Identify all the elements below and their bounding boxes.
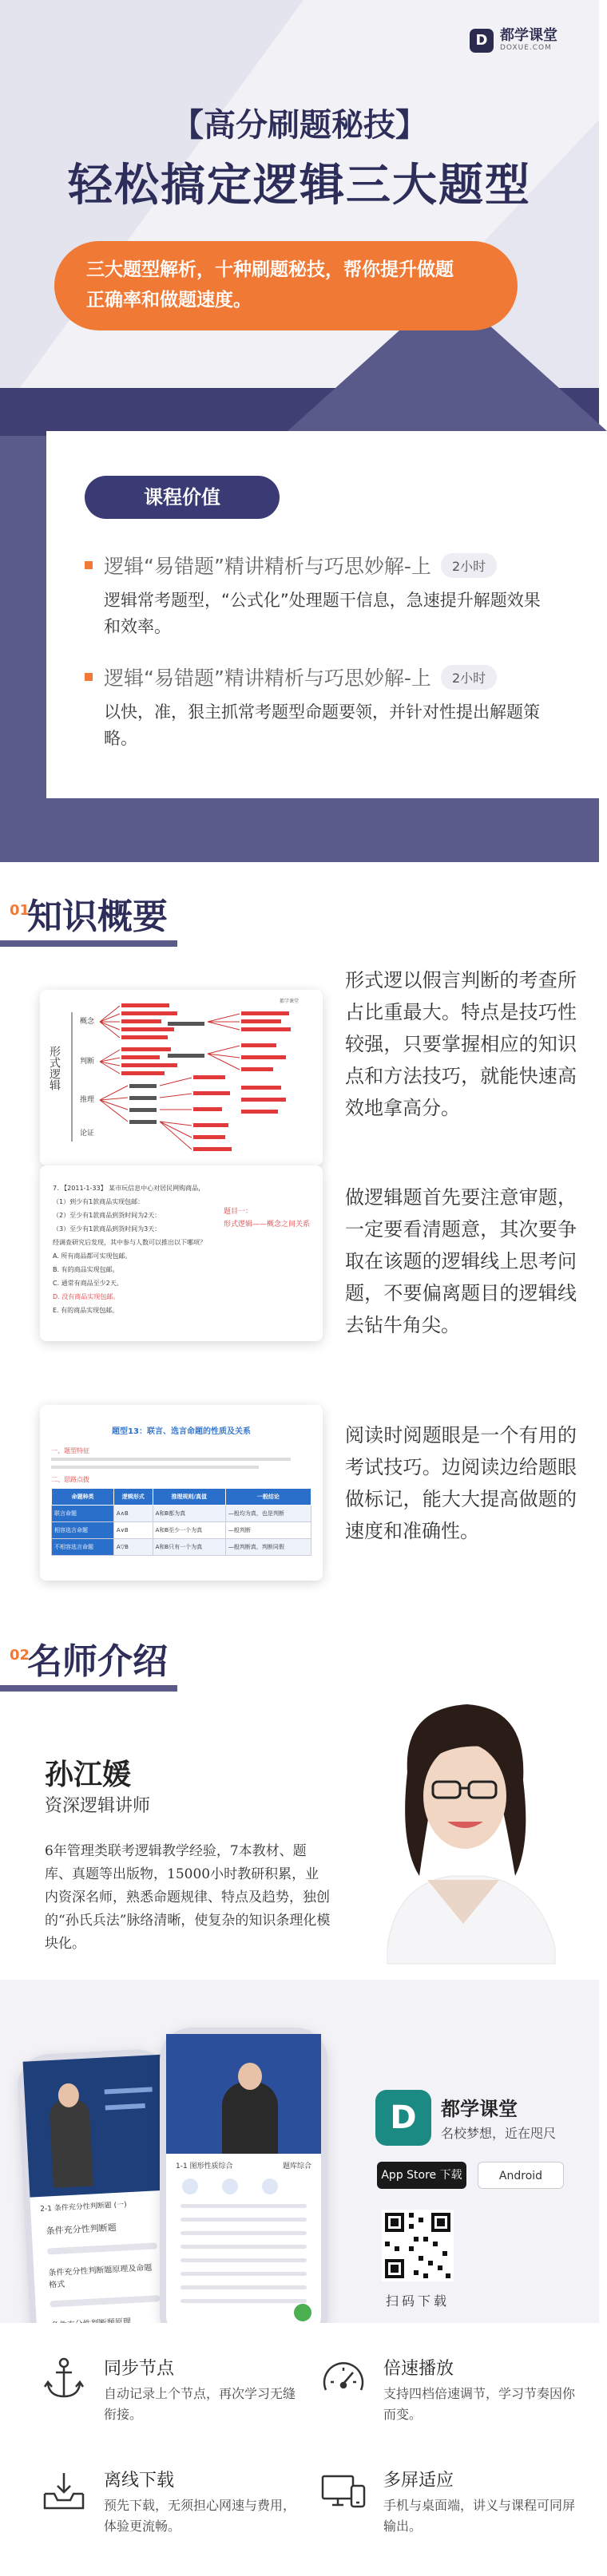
course-item[interactable] xyxy=(85,663,564,752)
type-table-image xyxy=(40,1405,323,1581)
knowledge-text: 做逻辑题首先要注意审题，一定要看清题意，其次要争取在该题的逻辑线上思考问题，不要偏离题目的逻辑线去钻牛角尖。 xyxy=(345,1186,577,1336)
app-name: 都学课堂 xyxy=(441,2098,518,2120)
table-cell: A和B至少一个为真 xyxy=(153,1522,225,1539)
table-cell: 不相容选言命题 xyxy=(52,1539,114,1556)
mind-map-image xyxy=(40,990,323,1165)
question-line: C. 通常有商品至少2天。 xyxy=(53,1280,123,1287)
bullet-icon xyxy=(85,673,93,681)
table-cell: A和B只有一个为真 xyxy=(153,1539,225,1556)
phone-mockup-right xyxy=(160,2028,327,2347)
speedometer-icon xyxy=(319,2355,367,2403)
course-value-label: 课程价值 xyxy=(85,476,280,519)
brand-domain: DOXUE.COM xyxy=(500,44,552,52)
qr-code[interactable] xyxy=(382,2210,454,2281)
hero-kicker: 【高分刷题秘技】 xyxy=(172,107,427,144)
teacher-role: 资深逻辑讲师 xyxy=(45,1796,151,1816)
knowledge-text: 阅读时阅题眼是一个有用的考试技巧。边阅读边给题眼做标记，能大大提高做题的速度和准确性。 xyxy=(345,1424,577,1542)
section-title: 名师介绍 xyxy=(27,1641,168,1682)
chat-bubble-icon[interactable] xyxy=(294,2304,311,2321)
tab-icon[interactable] xyxy=(262,2178,278,2194)
mind-map-branch: 推理 xyxy=(80,1096,95,1104)
feature-desc: 自动记录上个节点，再次学习无缝衔接。 xyxy=(104,2386,296,2422)
tab-icon[interactable] xyxy=(222,2178,238,2194)
phone-mockup-left xyxy=(16,2048,184,2358)
course-desc: 逻辑常考题型，“公式化”处理题干信息，急速提升解题效果和效率。 xyxy=(104,591,541,636)
question-line: E. 有的商品实现包邮。 xyxy=(53,1307,119,1314)
table-image-title: 题型13：联言、选言命题的性质及关系 xyxy=(112,1427,251,1436)
table-cell: A和B都为真 xyxy=(153,1506,225,1522)
course-value-card xyxy=(46,431,599,798)
table-row xyxy=(52,1522,311,1539)
course-title: 逻辑“易错题”精讲精析与巧思妙解-上 xyxy=(104,667,431,690)
question-line: 经调查研究后发现，其中参与人数可以推出以下哪项？ xyxy=(53,1239,206,1246)
teacher-name: 孙江媛 xyxy=(45,1758,132,1791)
section-underline xyxy=(0,1685,177,1692)
course-hours-badge: 2小时 xyxy=(441,553,497,578)
question-line: 7. 【2011-1-33】 某市玩信息中心对居民网购商品， xyxy=(53,1185,205,1192)
table-header-cell: 命题种类 xyxy=(52,1489,114,1506)
knowledge-text: 形式逻以假言判断的考查所占比重最大。特点是技巧性较强，只要掌握相应的知识点和方法技巧，就能快速高效地拿高分。 xyxy=(345,969,577,1119)
brand-name: 都学课堂 xyxy=(500,27,557,44)
chapter-item[interactable]: 条件充分性判断题 xyxy=(46,2222,117,2237)
section-number: 01 xyxy=(10,902,30,919)
table-row xyxy=(52,1539,311,1556)
video-caption: 1-1 图形性质综合 xyxy=(176,2162,233,2170)
question-line: B. 有的商品实现包邮。 xyxy=(53,1266,119,1273)
question-notes xyxy=(224,1205,310,1231)
table-cell: 联言命题 xyxy=(52,1506,114,1522)
question-example-image xyxy=(40,1165,323,1341)
type-table xyxy=(51,1488,311,1556)
table-cell: —般判断 xyxy=(225,1522,311,1539)
question-note: 形式逻辑——概念之间关系 xyxy=(224,1221,311,1229)
chapter-item[interactable]: 条件充分性判断题原理及命题格式 xyxy=(48,2263,153,2290)
features-section xyxy=(0,2323,599,2576)
hero-section xyxy=(0,0,599,862)
multi-screen-icon xyxy=(319,2467,367,2515)
table-image-sub: 一、题型特征 xyxy=(51,1447,89,1454)
question-line: （1）到少有1款商品实现包邮： xyxy=(53,1198,145,1205)
table-header-cell: 逻辑形式 xyxy=(113,1489,153,1506)
video-player[interactable] xyxy=(166,2034,321,2154)
table-header-cell: 一般结论 xyxy=(225,1489,311,1506)
table-row xyxy=(52,1506,311,1522)
img-watermark: 都学课堂 xyxy=(280,999,300,1004)
hero-summary-line: 三大题型解析，十种刷题秘技，帮你提升做题 xyxy=(86,259,454,280)
mind-map-branch: 论证 xyxy=(80,1130,95,1138)
table-cell: A∧B xyxy=(113,1506,153,1522)
table-cell: 相容选言命题 xyxy=(52,1522,114,1539)
feature-desc: 手机与桌面端，讲义与课程可同屏输出。 xyxy=(383,2498,576,2534)
tab-icon[interactable] xyxy=(182,2178,198,2194)
mind-map-center: 形式逻辑 xyxy=(48,1046,61,1090)
teacher-photo xyxy=(331,1684,599,1964)
brand-logo[interactable] xyxy=(470,29,557,53)
video-player[interactable] xyxy=(23,2055,169,2198)
section-underline xyxy=(0,940,177,947)
feature-title: 同步节点 xyxy=(104,2359,175,2379)
question-lines xyxy=(53,1181,220,1317)
table-cell: A∨B xyxy=(113,1522,153,1539)
feature-title: 多屏适应 xyxy=(383,2471,454,2491)
app-store-button[interactable]: App Store 下载 xyxy=(377,2162,466,2189)
table-header-cell: 推理规则/真值 xyxy=(153,1489,225,1506)
table-cell: —般均为真，也是判断 xyxy=(225,1506,311,1522)
table-cell: —般判断真，判断同假 xyxy=(225,1539,311,1556)
feature-title: 离线下载 xyxy=(104,2471,175,2491)
mind-map-graphic xyxy=(40,990,323,1165)
teacher-bio: 6年管理类联考逻辑教学经验，7本教材、题库、真题等出版物，15000小时教研积累，业内资深名师，熟悉命题规律、特点及趋势，独创的“孙氏兵法”脉络清晰，使复杂的知识条理化模块化。 xyxy=(45,1843,331,1952)
video-caption-right: 题库综合 xyxy=(282,2162,311,2170)
section-number: 02 xyxy=(10,1647,30,1664)
table-image-sub: 二、思路点拨 xyxy=(51,1476,89,1483)
question-line: （2）至少有1款商品到货时间为2天： xyxy=(53,1212,161,1219)
mind-map-branch: 判断 xyxy=(80,1058,95,1066)
android-button[interactable]: Android xyxy=(478,2162,564,2189)
section-title: 知识概要 xyxy=(27,896,168,937)
hero-title: 轻松搞定逻辑三大题型 xyxy=(68,160,531,212)
question-line: A. 所有商品都可实现包邮。 xyxy=(53,1252,132,1260)
course-desc: 以快，准，狠主抓常考题型命题要领，并针对性提出解题策略。 xyxy=(104,702,540,748)
app-icon[interactable]: D xyxy=(375,2090,431,2146)
course-title: 逻辑“易错题”精讲精析与巧思妙解-上 xyxy=(104,555,431,578)
app-promo-section xyxy=(0,1980,599,2323)
logo-mark-icon: D xyxy=(470,29,494,53)
course-item[interactable] xyxy=(85,551,564,640)
download-tray-icon xyxy=(40,2467,88,2515)
table-header-row xyxy=(52,1489,311,1506)
question-note: 题目一： xyxy=(224,1208,253,1216)
hero-summary-line: 正确率和做题速度。 xyxy=(86,290,252,311)
question-line: （3）至少有1款商品到货时间为3天： xyxy=(53,1225,161,1233)
app-slogan: 名校梦想，近在咫尺 xyxy=(441,2126,557,2141)
feature-title: 倍速播放 xyxy=(383,2359,454,2379)
mind-map-branch: 概念 xyxy=(80,1018,95,1026)
hero-summary-pill xyxy=(54,241,518,330)
feature-desc: 预先下载，无须担心网速与费用，体验更流畅。 xyxy=(104,2498,296,2534)
bullet-icon xyxy=(85,561,93,569)
course-hours-badge: 2小时 xyxy=(441,665,497,690)
feature-desc: 支持四档倍速调节，学习节奏因你而变。 xyxy=(383,2386,576,2422)
table-cell: A▽B xyxy=(113,1539,153,1556)
video-caption: 2-1 条件充分性判断题 (一) xyxy=(40,2201,127,2214)
qr-label: 扫码下载 xyxy=(385,2293,450,2309)
question-line: D. 没有商品实现包邮。 xyxy=(53,1293,120,1300)
anchor-icon xyxy=(40,2355,88,2403)
